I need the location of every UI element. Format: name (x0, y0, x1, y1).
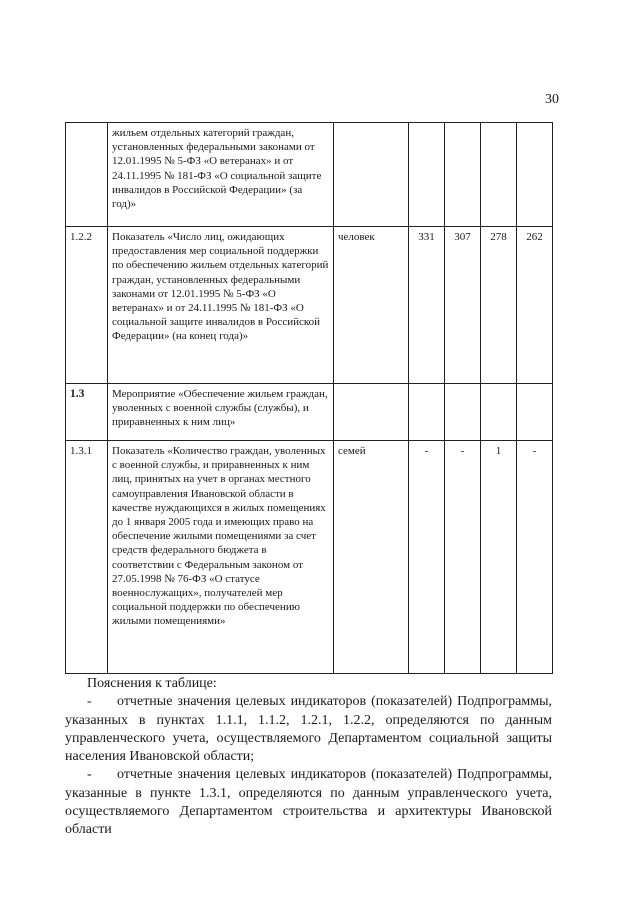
row-value-2 (445, 384, 481, 441)
indicators-table (65, 122, 553, 674)
notes-item-text: отчетные значения целевых индикаторов (показателей) Подпрограммы, указанных в пунктах 1.1.1, 1.1.2, 1.2.1, 1.2.2, определяются по данным управленческого учета, осуществляемого Департаментом социальной защиты населения Ивановской области; (65, 694, 552, 765)
row-value-3: 278 (481, 227, 517, 384)
table-row (66, 227, 553, 384)
notes-heading: Пояснения к таблице: (87, 676, 217, 691)
row-number: 1.2.2 (66, 227, 108, 384)
row-number: 1.3.1 (66, 441, 108, 674)
row-value-1 (409, 123, 445, 227)
notes-item (65, 693, 552, 766)
row-description: Мероприятие «Обеспечение жильем граждан, уволенных с военной службы (службы), и приравненных к ним лиц» (108, 384, 334, 441)
row-description: Показатель «Число лиц, ожидающих предоставления мер социальной поддержки по обеспечению жильем отдельных категорий граждан, установленных федеральными законами от 12.01.1995 № 5-ФЗ «О ветеранах» и от 24.11.1995 № 181-ФЗ «О социальной защите инвалидов в Российской Федерации» (на конец года)» (108, 227, 334, 384)
row-unit: человек (334, 227, 409, 384)
row-value-2 (445, 123, 481, 227)
row-value-4 (517, 123, 553, 227)
row-unit: семей (334, 441, 409, 674)
row-value-3: 1 (481, 441, 517, 674)
row-description: жильем отдельных категорий граждан, установленных федеральными законами от 12.01.1995 № 5-ФЗ «О ветеранах» и от 24.11.1995 № 181-ФЗ «О социальной защите инвалидов в Российской Федерации» (за год)» (108, 123, 334, 227)
row-description: Показатель «Количество граждан, уволенных с военной службы, и приравненных к ним лиц, принятых на учет в органах местного самоуправления Ивановской области в качестве нуждающихся в жилых помещениях до 1 января 2005 года и имеющих право на обеспечение жилыми помещениями за счет средств федерального бюджета в соответствии с Федеральным законом от 27.05.1998 № 76-ФЗ «О статусе военнослужащих», получателей мер социальной поддержки по обеспечению жилыми помещениями» (108, 441, 334, 674)
row-value-4 (517, 384, 553, 441)
row-number: 1.3 (66, 384, 108, 441)
row-value-4: - (517, 441, 553, 674)
row-unit (334, 384, 409, 441)
page-number: 30 (545, 92, 559, 107)
notes-item (65, 766, 552, 839)
table-row (66, 441, 553, 674)
notes-item-dash: - (87, 694, 92, 710)
table-row (66, 384, 553, 441)
row-value-2: 307 (445, 227, 481, 384)
row-value-1: - (409, 441, 445, 674)
row-value-3 (481, 123, 517, 227)
table-notes (65, 675, 552, 840)
row-value-2: - (445, 441, 481, 674)
notes-item-text: отчетные значения целевых индикаторов (показателей) Подпрограммы, указанные в пункте 1.3.1, определяются по данным управленческого учета, осуществляемого Департаментом строительства и архитектуры Ивановской области (65, 767, 552, 838)
row-value-4: 262 (517, 227, 553, 384)
table-row (66, 123, 553, 227)
row-value-1: 331 (409, 227, 445, 384)
row-value-1 (409, 384, 445, 441)
row-number (66, 123, 108, 227)
notes-item-dash: - (87, 767, 92, 783)
row-value-3 (481, 384, 517, 441)
row-unit (334, 123, 409, 227)
